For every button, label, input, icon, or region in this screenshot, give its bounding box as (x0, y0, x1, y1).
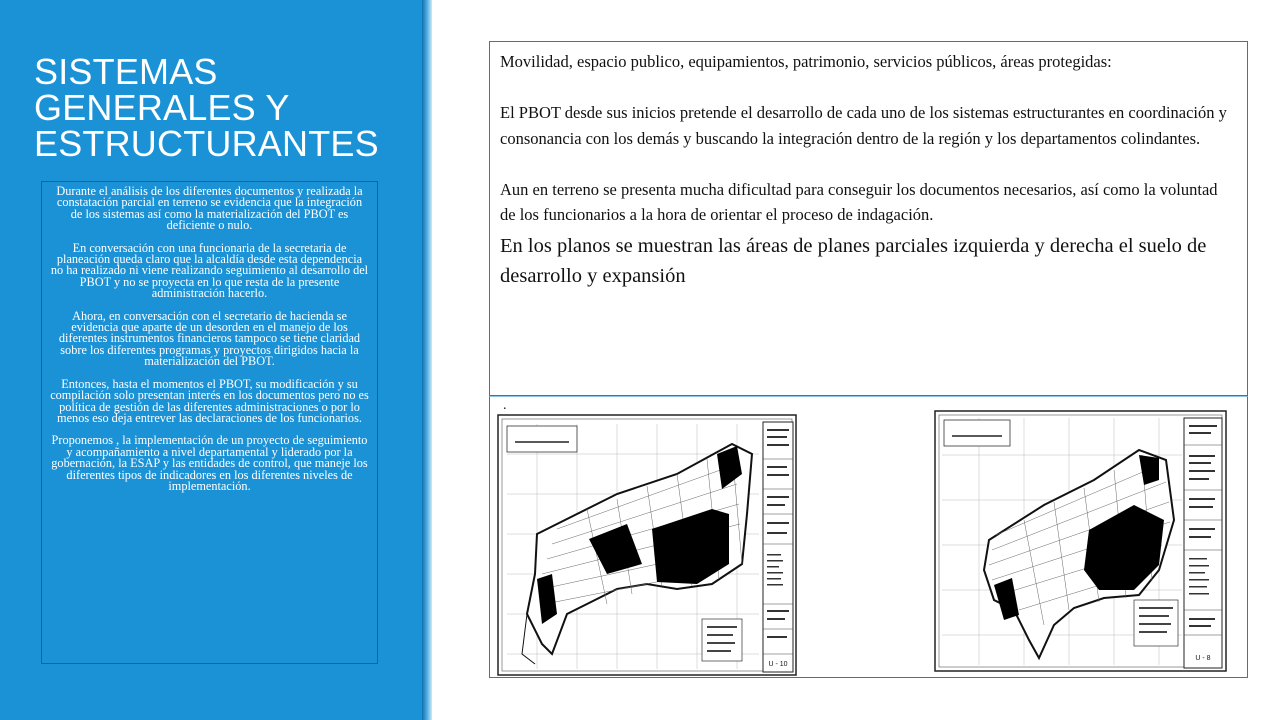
summary-paragraph: Entonces, hasta el momentos el PBOT, su modificación y su compilación solo presentan interés en los documentos pero no es política de gestión de las diferentes administraciones o por lo menos eso deja entrever las declaraciones de los funcionarios. (50, 376, 369, 425)
right-map-image (934, 410, 1227, 672)
highlight-paragraph: En los planos se muestran las áreas de planes parciales izquierda y derecha el suelo de desarrollo y expansión (500, 234, 1207, 287)
summary-textbox (41, 181, 378, 664)
summary-paragraph: Durante el análisis de los diferentes documentos y realizada la constatación parcial en terreno se evidencia que la integración de los sistemas así como la materialización del PBOT es deficiente o nulo. (56, 184, 363, 233)
stray-dot: . (503, 398, 507, 413)
summary-paragraph: Ahora, en conversación con el secretario de hacienda se evidencia que aparte de un desorden en el manejo de los diferentes instrumentos financieros tampoco se tiene claridad sobre los diferentes programas y proyectos dirigidos hacia la materialización del PBOT. (58, 308, 361, 369)
right-map-sheet-code: U - 8 (1195, 655, 1211, 662)
summary-paragraph: Proponemos , la implementación de un proyecto de seguimiento y acompañamiento a nivel departamental y liderado por la gobernación, la ESAP y las entidades de control, que maneje los diferentes tipos de indicadores en los diferentes niveles de implementación. (51, 433, 368, 493)
intro-paragraph: Movilidad, espacio publico, equipamientos, patrimonio, servicios públicos, áreas protegidas: (500, 52, 1112, 71)
body-paragraph-1: El PBOT desde sus inicios pretende el desarrollo de cada uno de los sistemas estructurantes en coordinación y consonancia con los demás y buscando la integración dentro de la región y los departamentos colindantes. (500, 103, 1227, 148)
slide-title: SISTEMAS GENERALES Y ESTRUCTURANTES (34, 51, 379, 164)
left-map-sheet-code: U - 10 (768, 661, 788, 668)
main-textbox (489, 41, 1248, 396)
sidebar-edge-divider (422, 0, 432, 720)
body-paragraph-2: Aun en terreno se presenta mucha dificultad para conseguir los documentos necesarios, así como la voluntad de los funcionarios a la hora de orientar el proceso de indagación. (500, 179, 1218, 224)
summary-paragraph: En conversación con una funcionaria de la secretaria de planeación queda claro que la alcaldía desde esta dependencia no ha realizado ni viene realizando seguimiento al desarrollo del PBOT y no se proyecta en lo que resta de la presente administración hacerlo. (50, 240, 369, 301)
left-map-image (497, 414, 797, 676)
